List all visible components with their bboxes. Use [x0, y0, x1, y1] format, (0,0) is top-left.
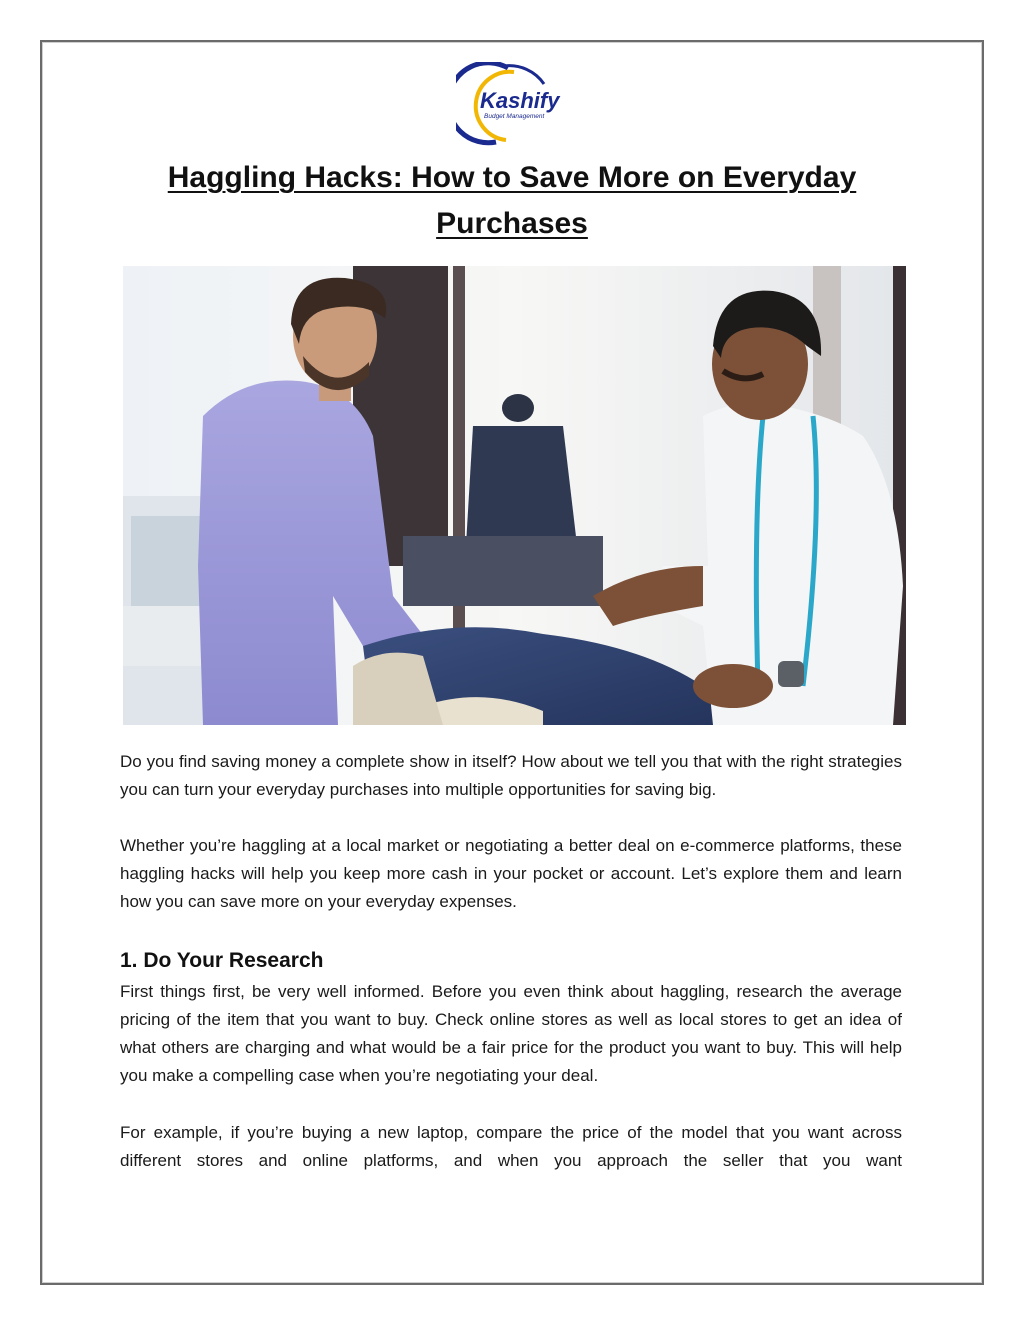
section-1-heading: 1. Do Your Research [120, 949, 324, 972]
logo-tagline: Budget Management [484, 113, 545, 120]
article-title-line-2: Purchases [436, 207, 588, 240]
second-paragraph: Whether you’re haggling at a local market or negotiating a better deal on e-commerce platforms, these haggling hacks will help you keep more cash in your pocket or account. Let’s explore them and learn how you can save more on your everyday expenses. [120, 836, 902, 911]
article-title-line-1: Haggling Hacks: How to Save More on Everyday [167, 161, 857, 194]
section-1-example-paragraph: For example, if you’re buying a new laptop, compare the price of the model that you want across different stores and online platforms, and when you approach the seller that you want [120, 1123, 902, 1170]
intro-paragraph: Do you find saving money a complete show in itself? How about we tell you that with the right strategies you can turn your everyday purchases into multiple opportunities for saving big. [120, 752, 902, 799]
logo-brand-name: Kashify [480, 88, 560, 113]
hero-photo [123, 266, 906, 725]
section-1-paragraph: First things first, be very well informed. Before you even think about haggling, research the average pricing of the item that you want to buy. Check online stores as well as local stores to get an idea of what others are charging and what would be a fair price for the product you want to buy. This will help you make a compelling case when you’re negotiating your deal. [120, 982, 902, 1085]
brand-logo [456, 62, 574, 146]
